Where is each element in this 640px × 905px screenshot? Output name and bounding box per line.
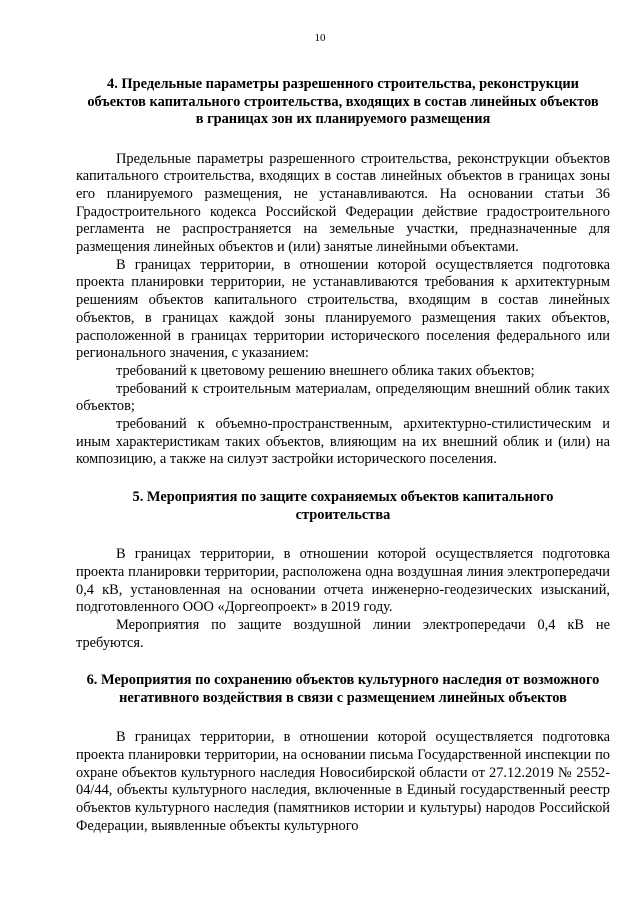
- list-item: требований к цветовому решению внешнего облика таких объектов;: [116, 362, 535, 379]
- page-number: 10: [314, 32, 326, 44]
- paragraph: В границах территории, в отношении которой осуществляется подготовка проекта планировки территории, на основании письма Государственной инспекции по охране объектов культурного наследия Новосибирской области от 27.12.2019 № 2552-04/44, объекты культурного наследия, включенные в Единый государственный реестр объектов культурного наследия (памятников истории и культуры) народов Российской Федерации, выявленные объекты культурного: [76, 729, 610, 834]
- section-heading: 4. Предельные параметры разрешенного строительства, реконструкции объектов капитального строительства, входящих в состав линейных объектов в границах зон их планируемого размещения: [87, 76, 599, 127]
- list-item: требований к объемно-пространственным, архитектурно-стилистическим и иным характеристикам таких объектов, влияющим на их внешний облик и (или) на композицию, а также на силуэт застройки исторического поселения.: [76, 416, 610, 468]
- paragraph: Мероприятия по защите воздушной линии электропередачи 0,4 кВ не требуются.: [76, 616, 610, 651]
- section-heading: 5. Мероприятия по защите сохраняемых объектов капитального строительства: [132, 489, 554, 523]
- section-body: [76, 729, 610, 835]
- document-body: [76, 76, 610, 836]
- section-4: [76, 76, 610, 469]
- section-heading: 6. Мероприятия по сохранению объектов культурного наследия от возможного негативного воздействия в связи с размещением линейных объектов: [86, 672, 600, 706]
- section-6: [76, 672, 610, 835]
- list-item: требований к строительным материалам, определяющим внешний облик таких объектов;: [76, 380, 610, 415]
- paragraph: В границах территории, в отношении которой осуществляется подготовка проекта планировки территории, не устанавливаются требования к архитектурным решениям объектов капитального строительства, входящим в состав линейных объектов, в границах каждой зоны планируемого размещения таких объектов, расположенной в границах территории исторического поселения федерального или регионального значения, с указанием:: [76, 256, 610, 362]
- section-body: [76, 546, 610, 652]
- paragraph: Предельные параметры разрешенного строительства, реконструкции объектов капитального строительства, входящих в состав линейных объектов в границах зоны его планируемого размещения, не устанавливаются. На основании статьи 36 Градостроительного кодекса Российской Федерации действие градостроительного регламента не распространяется на земельные участки, предназначенные для размещения линейных объектов и (или) занятые линейными объектами.: [76, 150, 610, 256]
- section-5: [76, 489, 610, 652]
- paragraph: В границах территории, в отношении которой осуществляется подготовка проекта планировки территории, расположена одна воздушная линия электропередачи 0,4 кВ, установленная на основании отчета инженерно-геодезических изысканий, подготовленного ООО «Доргеопроект» в 2019 году.: [76, 546, 610, 616]
- section-body: [76, 151, 610, 470]
